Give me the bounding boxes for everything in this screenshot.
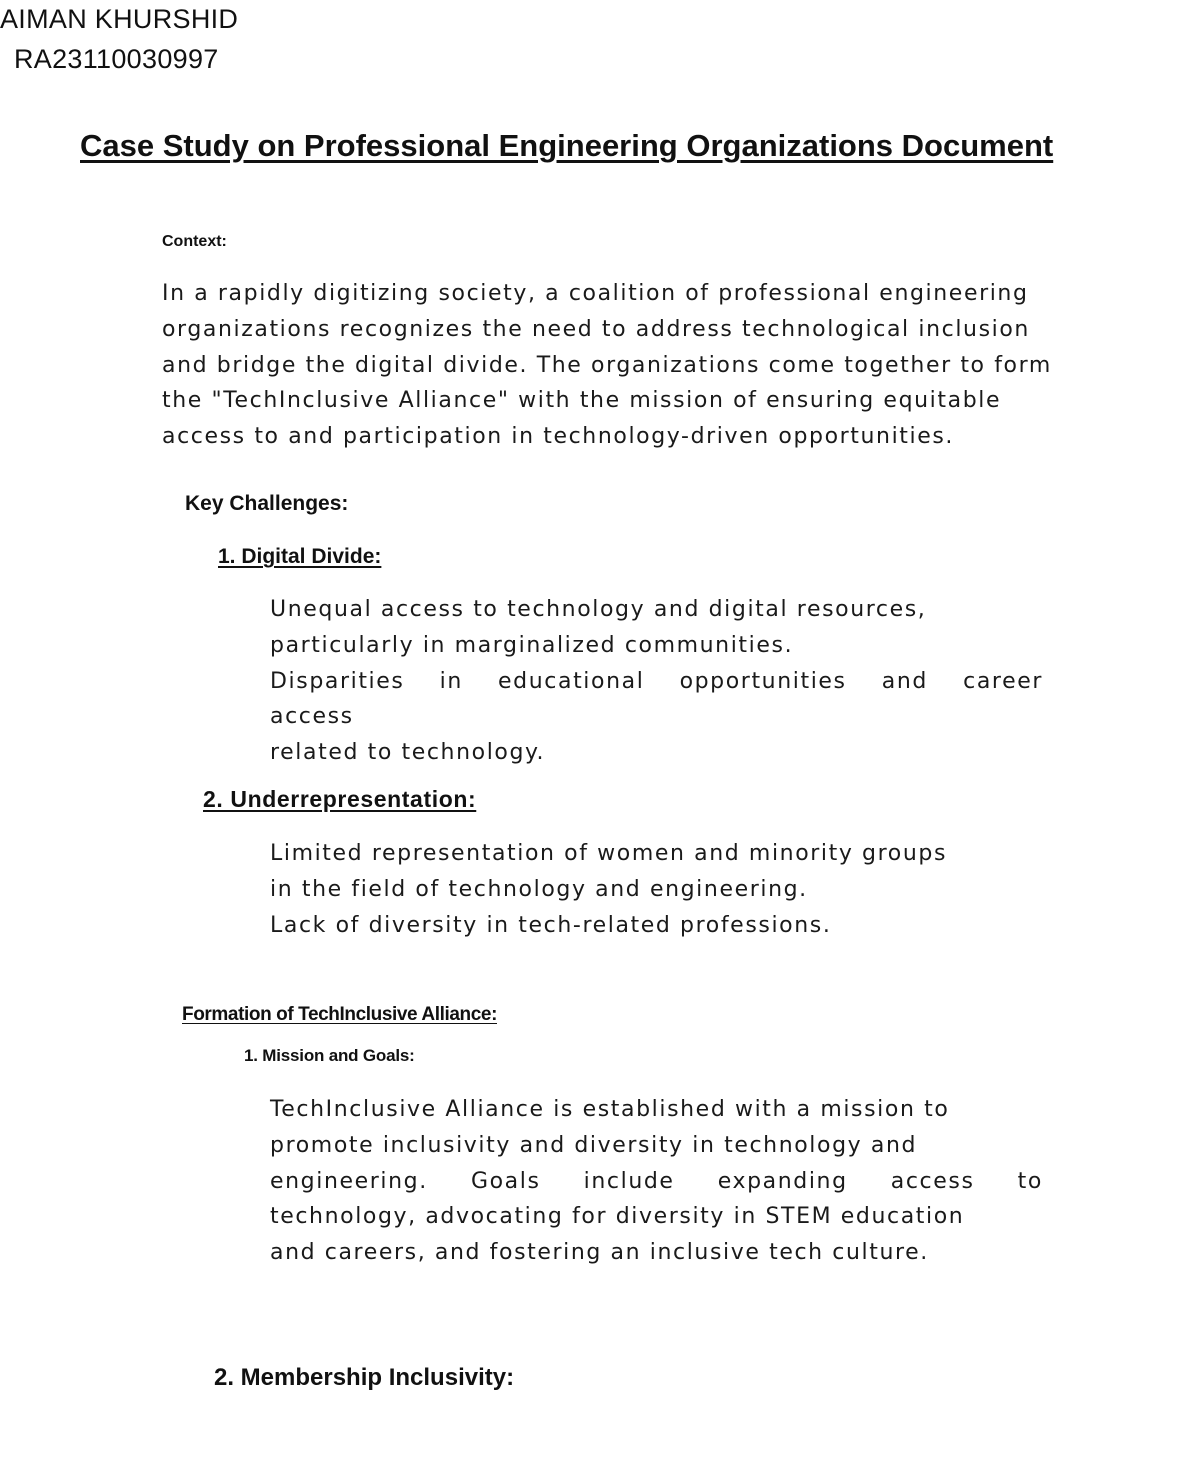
word: opportunities (679, 668, 847, 694)
document-title: Case Study on Professional Engineering Organizations Document (80, 128, 1054, 163)
context-line: and bridge the digital divide. The organizations come together to form (162, 352, 1052, 378)
formation-heading: Formation of TechInclusive Alliance: (182, 1004, 497, 1025)
author-id: RA23110030997 (14, 44, 219, 74)
body-line: Lack of diversity in tech-related professions. (270, 912, 832, 938)
body-line: access (270, 704, 354, 730)
context-line: organizations recognizes the need to address technological inclusion (162, 316, 1030, 342)
body-line: related to technology. (270, 740, 546, 766)
justified-line (270, 664, 1043, 700)
word: career (963, 668, 1043, 694)
context-paragraph (162, 276, 1142, 455)
justified-line (270, 1164, 1043, 1200)
challenge-digital-divide-body (270, 592, 1045, 771)
word: educational (498, 668, 645, 694)
body-line: in the field of technology and engineering. (270, 876, 808, 902)
word: access (890, 1168, 975, 1194)
membership-inclusivity-heading: 2. Membership Inclusivity: (214, 1364, 515, 1391)
word: Goals (470, 1168, 541, 1194)
key-challenges-heading: Key Challenges: (185, 492, 349, 515)
context-line: access to and participation in technology-driven opportunities. (162, 424, 955, 450)
author-name: AIMAN KHURSHID (0, 4, 239, 34)
body-line: promote inclusivity and diversity in technology and (270, 1132, 918, 1158)
body-line: Unequal access to technology and digital resources, (270, 597, 927, 622)
challenge-underrepresentation-heading: 2. Underrepresentation: (203, 786, 477, 812)
word: to (1017, 1168, 1043, 1194)
word: include (583, 1168, 675, 1194)
body-line: technology, advocating for diversity in STEM education (270, 1204, 965, 1230)
context-line: In a rapidly digitizing society, a coalition of professional engineering (162, 281, 1029, 306)
context-label: Context: (162, 233, 227, 250)
body-line: TechInclusive Alliance is established with a mission to (270, 1097, 950, 1122)
context-line: the "TechInclusive Alliance" with the mission of ensuring equitable (162, 388, 1002, 414)
word: Disparities (270, 668, 405, 694)
challenge-underrepresentation-body (270, 836, 1070, 943)
word: expanding (717, 1168, 848, 1194)
word: engineering. (270, 1168, 428, 1194)
challenge-digital-divide-heading: 1. Digital Divide: (218, 545, 382, 568)
body-line: Limited representation of women and minority groups (270, 841, 948, 866)
word: and (881, 668, 928, 694)
mission-goals-heading: 1. Mission and Goals: (244, 1046, 415, 1065)
body-line: and careers, and fostering an inclusive tech culture. (270, 1240, 929, 1266)
word: in (439, 668, 463, 694)
mission-goals-body (270, 1092, 1045, 1271)
body-line: particularly in marginalized communities. (270, 632, 794, 658)
